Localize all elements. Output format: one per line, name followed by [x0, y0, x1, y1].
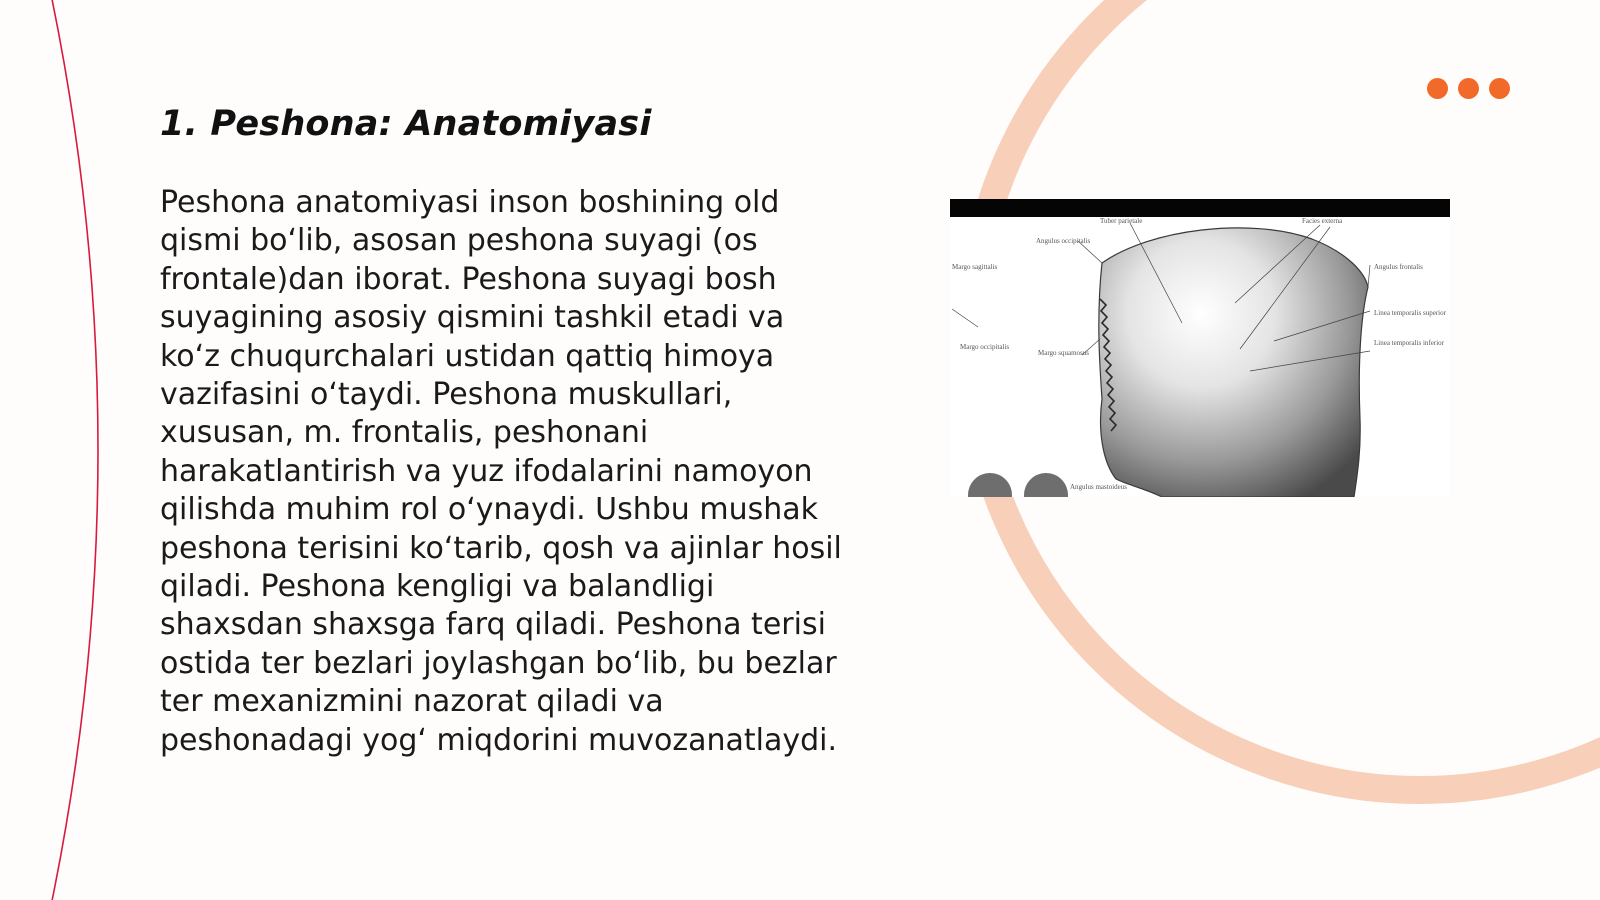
overlay-circle-icon — [1024, 473, 1068, 497]
dot-icon — [1458, 78, 1479, 99]
body-line: ostida ter bezlari joylashgan bo‘lib, bu bezlar — [160, 645, 837, 681]
figure-label: Linea temporalis inferior — [1374, 339, 1444, 347]
figure-label: Tuber parietale — [1100, 217, 1143, 225]
decorative-dots — [1427, 78, 1517, 102]
body-line: frontale)dan iborat. Peshona suyagi bosh — [160, 261, 777, 297]
body-line: Peshona anatomiyasi inson boshining old — [160, 185, 780, 220]
body-line: ko‘z chuqurchalari ustidan qattiq himoya — [160, 338, 775, 374]
figure-label: Margo sagittalis — [952, 263, 998, 271]
body-line: qiladi. Peshona kengligi va balandligi — [160, 569, 715, 605]
dot-icon — [1489, 78, 1510, 99]
body-line: qilishda muhim rol o‘ynaydi. Ushbu mushak — [160, 492, 818, 528]
body-line: ter mexanizmini nazorat qiladi va — [160, 684, 664, 720]
body-line: vazifasini o‘taydi. Peshona muskullari, — [160, 377, 733, 413]
parietal-bone-illustration — [950, 199, 1450, 497]
figure-label: Facies externa — [1302, 217, 1343, 225]
body-line: suyagining asosiy qismini tashkil etadi va — [160, 300, 785, 336]
figure-label: Angulus mastoideus — [1070, 483, 1127, 491]
figure-label: Linea temporalis superior — [1374, 309, 1446, 317]
decorative-left-line — [48, 0, 98, 900]
overlay-circle-icon — [968, 473, 1012, 497]
figure-label: Angulus frontalis — [1374, 263, 1423, 271]
body-line: peshona terisini ko‘tarib, qosh va ajinlar hosil — [160, 530, 842, 566]
figure-label: Margo occipitalis — [960, 343, 1010, 351]
anatomy-figure — [950, 199, 1450, 497]
body-line: shaxsdan shaxsga farq qiladi. Peshona terisi — [160, 607, 826, 643]
body-line: xususan, m. frontalis, peshonani — [160, 415, 649, 451]
bone-shape — [1099, 228, 1368, 497]
slide-title: 1. Peshona: Anatomiyasi — [160, 104, 652, 144]
body-line: peshonadagi yog‘ miqdorini muvozanatlaydi. — [160, 722, 838, 758]
figure-label: Margo squamosus — [1038, 349, 1090, 357]
figure-label: Angulus occipitalis — [1036, 237, 1091, 245]
body-line: harakatlantirish va yuz ifodalarini namoyon — [160, 453, 813, 489]
body-line: qismi bo‘lib, asosan peshona suyagi (os — [160, 223, 758, 259]
body-paragraph — [160, 184, 860, 760]
dot-icon — [1427, 78, 1448, 99]
